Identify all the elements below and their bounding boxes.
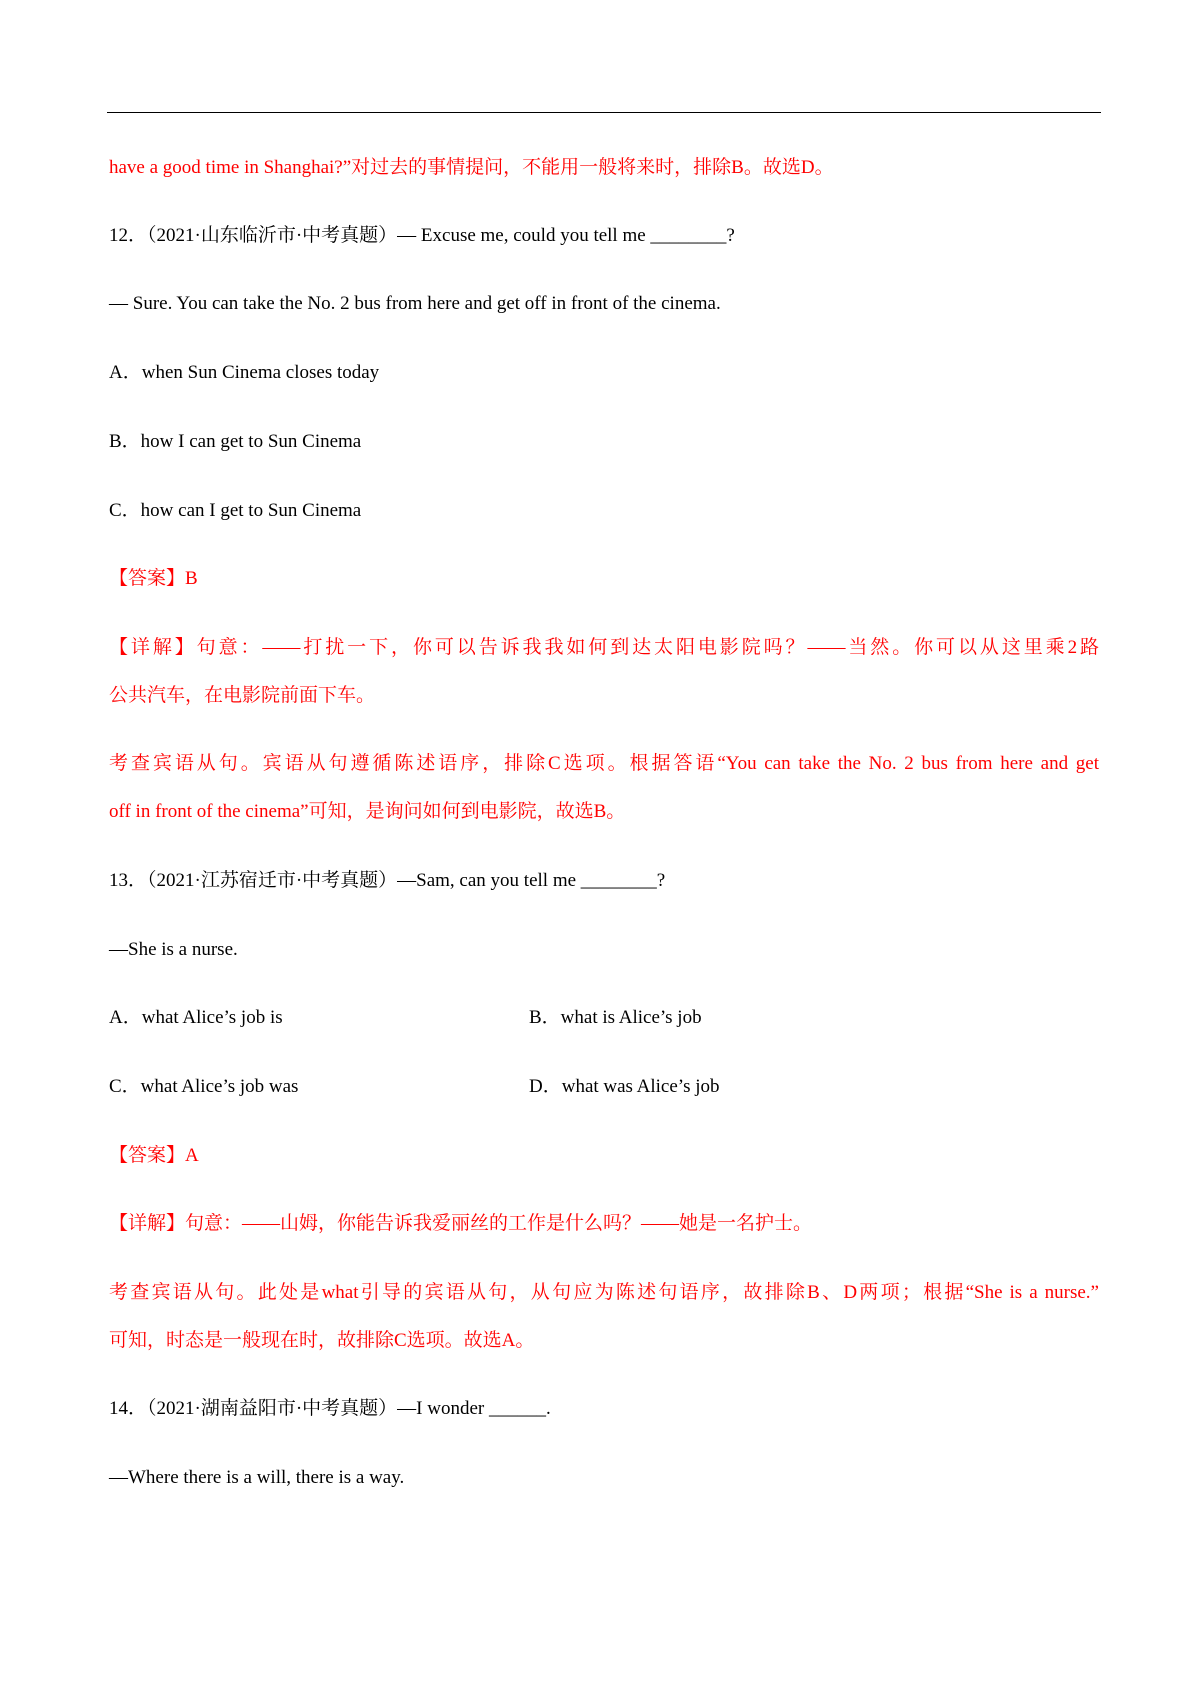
question-12-answer: 【答案】B: [109, 568, 198, 589]
question-13-option-d: D．what was Alice’s job: [529, 1076, 720, 1097]
question-13-explanation: 【详解】句意：——山姆，你能告诉我爱丽丝的工作是什么吗？——她是一名护士。: [109, 1213, 813, 1234]
explanation-tail-q11: have a good time in Shanghai?”对过去的事情提问，不能用一般将来时，排除B。故选D。: [109, 157, 834, 178]
question-13-stem: 13．（2021·江苏宿迁市·中考真题）—Sam, can you tell me ________?: [109, 870, 666, 891]
question-12-option-b: B．how I can get to Sun Cinema: [109, 431, 362, 452]
question-12-explanation-line2: 公共汽车，在电影院前面下车。: [109, 685, 376, 706]
question-12-stem: 12．（2021·山东临沂市·中考真题）— Excuse me, could you tell me ________?: [109, 225, 735, 246]
question-12-explanation-line1: 【详解】句意：——打扰一下，你可以告诉我我如何到达太阳电影院吗？——当然。你可以从这里乘2路: [109, 637, 1099, 658]
question-12-reply: — Sure. You can take the No. 2 bus from here and get off in front of the cinema.: [109, 293, 721, 314]
question-14-reply: —Where there is a will, there is a way.: [109, 1467, 405, 1488]
question-13-answer: 【答案】A: [109, 1145, 199, 1166]
header-rule: [107, 112, 1101, 113]
question-13-analysis-line2: 可知，时态是一般现在时，故排除C选项。故选A。: [109, 1330, 535, 1351]
question-12-option-a: A．when Sun Cinema closes today: [109, 362, 380, 383]
question-12-option-c: C．how can I get to Sun Cinema: [109, 500, 362, 521]
question-12-analysis-line2: off in front of the cinema”可知，是询问如何到电影院，故选B。: [109, 801, 626, 822]
question-13-option-b: B．what is Alice’s job: [529, 1007, 702, 1028]
question-12-analysis-line1: 考查宾语从句。宾语从句遵循陈述语序，排除C选项。根据答语“You can take the No. 2 bus from here and get: [109, 753, 1099, 774]
question-13-reply: —She is a nurse.: [109, 939, 238, 960]
question-13-option-c: C．what Alice’s job was: [109, 1076, 299, 1097]
question-13-option-a: A．what Alice’s job is: [109, 1007, 283, 1028]
question-13-analysis-line1: 考查宾语从句。此处是what引导的宾语从句，从句应为陈述句语序，故排除B、D两项；根据“She is a nurse.”: [109, 1282, 1099, 1303]
question-14-stem: 14．（2021·湖南益阳市·中考真题）—I wonder ______.: [109, 1398, 551, 1419]
